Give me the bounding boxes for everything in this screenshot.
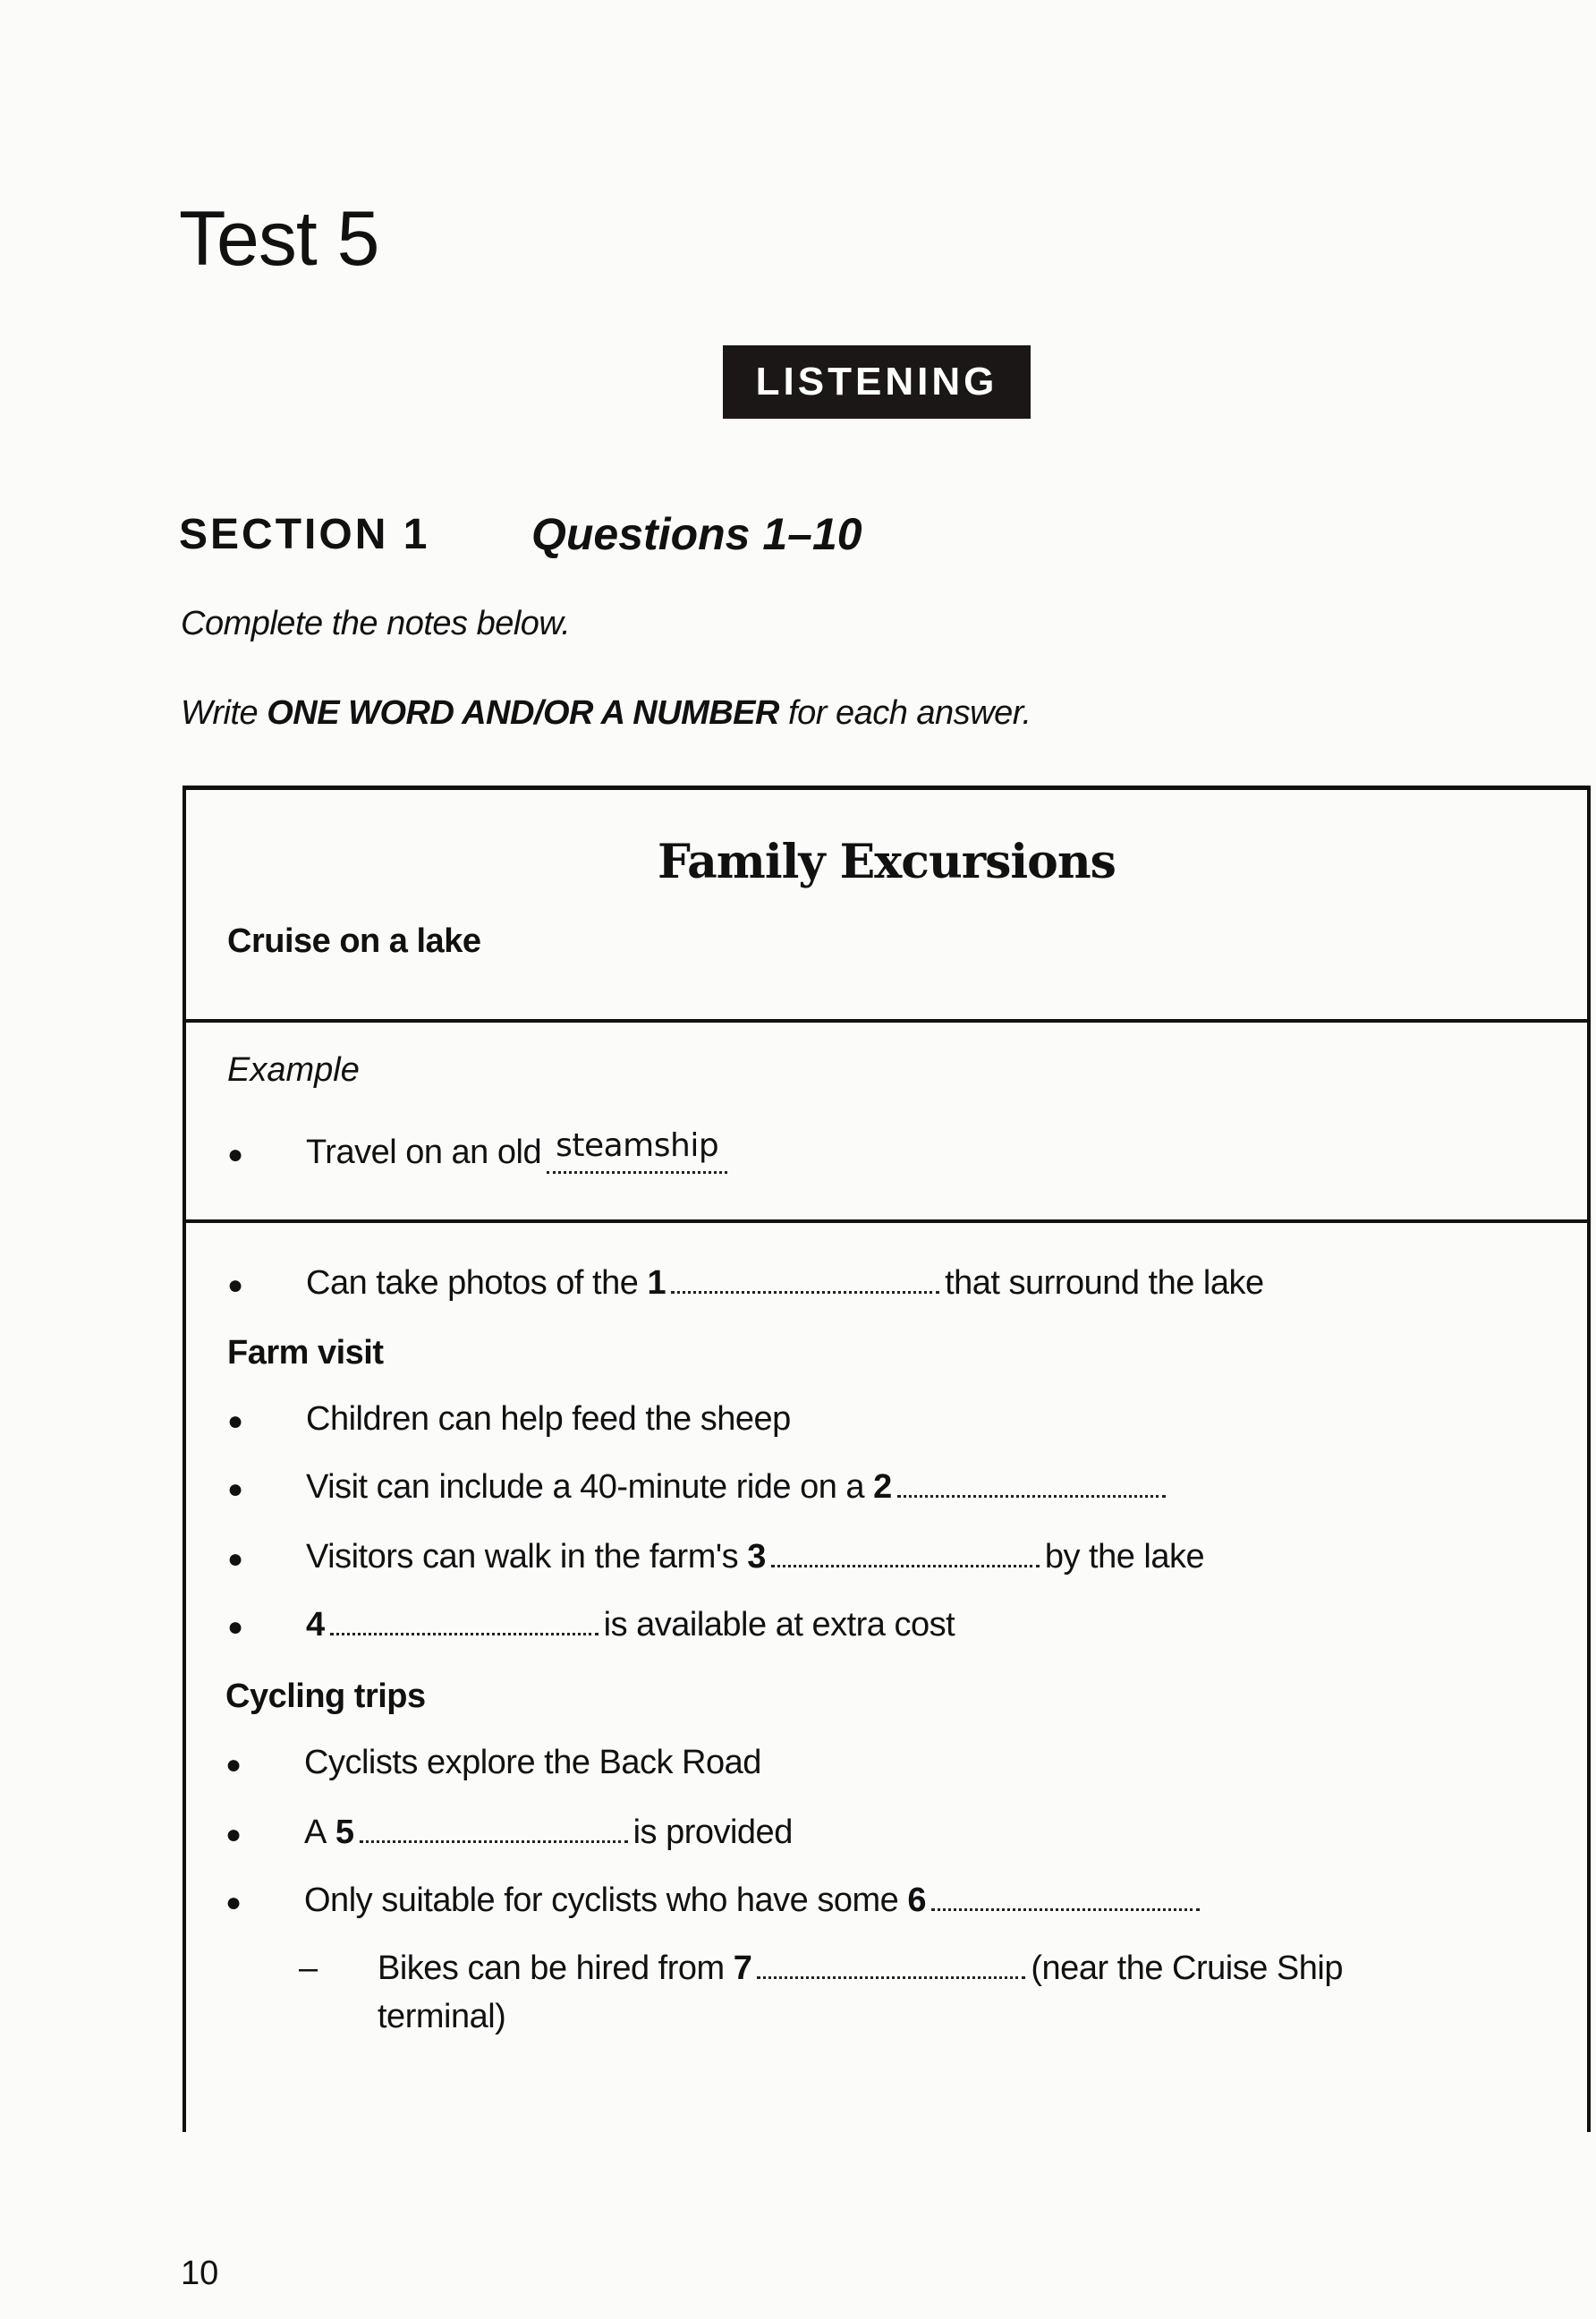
q6-answer-blank[interactable] (931, 1899, 1200, 1911)
bullet-icon: ● (227, 1270, 243, 1300)
notes-box (183, 786, 1591, 2132)
q5-text: A (304, 1814, 327, 1851)
bullet-icon: ● (227, 1474, 243, 1504)
q1-text: Can take photos of the (306, 1264, 639, 1302)
bullet-icon: ● (225, 1888, 242, 1917)
instruction-complete-notes: Complete the notes below. (181, 605, 571, 642)
questions-label: Questions 1–10 (531, 509, 862, 559)
bullet-icon: ● (225, 1820, 242, 1849)
instruction-suffix: for each answer. (778, 694, 1031, 732)
heading-cycling: Cycling trips (225, 1678, 426, 1715)
farm-item-1 (227, 1400, 791, 1439)
q3-text: Visitors can walk in the farm's (306, 1538, 739, 1576)
q3-answer-blank[interactable] (771, 1556, 1040, 1567)
q6-number: 6 (907, 1882, 926, 1919)
example-row (227, 1127, 727, 1174)
question-7-row (299, 1949, 1343, 1988)
instruction-emphasis: ONE WORD AND/OR A NUMBER (267, 694, 779, 732)
q4-answer-blank[interactable] (330, 1624, 598, 1635)
divider (186, 1219, 1587, 1223)
q5-text-after: is provided (632, 1814, 793, 1851)
q5-number: 5 (335, 1814, 354, 1851)
q2-answer-blank[interactable] (897, 1486, 1166, 1498)
bullet-icon: ● (227, 1140, 243, 1169)
q5-answer-blank[interactable] (360, 1831, 628, 1843)
q7-text-after-line2: terminal) (378, 1998, 506, 2035)
dash-icon: – (299, 1949, 318, 1987)
question-1-row (227, 1264, 1264, 1303)
test-title: Test 5 (179, 196, 379, 282)
instruction-word-limit (181, 694, 1031, 733)
listening-badge: LISTENING (723, 345, 1031, 419)
q2-number: 2 (873, 1468, 892, 1506)
question-4-row (227, 1606, 955, 1644)
q3-text-after: by the lake (1044, 1538, 1205, 1576)
q4-text-after: is available at extra cost (603, 1606, 955, 1644)
bullet-icon: ● (227, 1612, 243, 1642)
divider (186, 1019, 1587, 1023)
question-7-row-cont (378, 1998, 505, 2036)
question-2-row (227, 1468, 1171, 1507)
heading-cruise: Cruise on a lake (227, 922, 481, 960)
example-answer: steamship (547, 1137, 727, 1174)
q6-text: Only suitable for cyclists who have some (304, 1882, 899, 1919)
q1-answer-blank[interactable] (671, 1282, 939, 1294)
bullet-icon: ● (227, 1406, 243, 1436)
instruction-prefix: Write (181, 694, 267, 732)
bullet-icon: ● (225, 1750, 242, 1780)
farm-item-text: Children can help feed the sheep (306, 1400, 791, 1438)
q7-number: 7 (733, 1949, 752, 1987)
cycling-item-1 (225, 1744, 761, 1782)
q7-answer-blank[interactable] (757, 1967, 1025, 1979)
question-3-row (227, 1538, 1204, 1576)
section-label: SECTION 1 (179, 511, 430, 558)
question-5-row (225, 1814, 793, 1852)
bullet-icon: ● (227, 1544, 243, 1574)
notes-title: Family Excursions (658, 835, 1116, 889)
example-text: Travel on an old (306, 1134, 542, 1171)
example-label: Example (227, 1051, 360, 1089)
heading-farm: Farm visit (227, 1334, 384, 1372)
q1-text-after: that surround the lake (945, 1264, 1264, 1302)
q7-text: Bikes can be hired from (378, 1949, 725, 1987)
page-number: 10 (181, 2255, 219, 2292)
cycling-item-text: Cyclists explore the Back Road (304, 1744, 761, 1781)
q1-number: 1 (647, 1264, 666, 1302)
q7-text-after: (near the Cruise Ship (1031, 1949, 1343, 1987)
q3-number: 3 (747, 1538, 766, 1576)
q4-number: 4 (306, 1606, 325, 1644)
question-6-row (225, 1882, 1205, 1920)
q2-text: Visit can include a 40-minute ride on a (306, 1468, 865, 1506)
